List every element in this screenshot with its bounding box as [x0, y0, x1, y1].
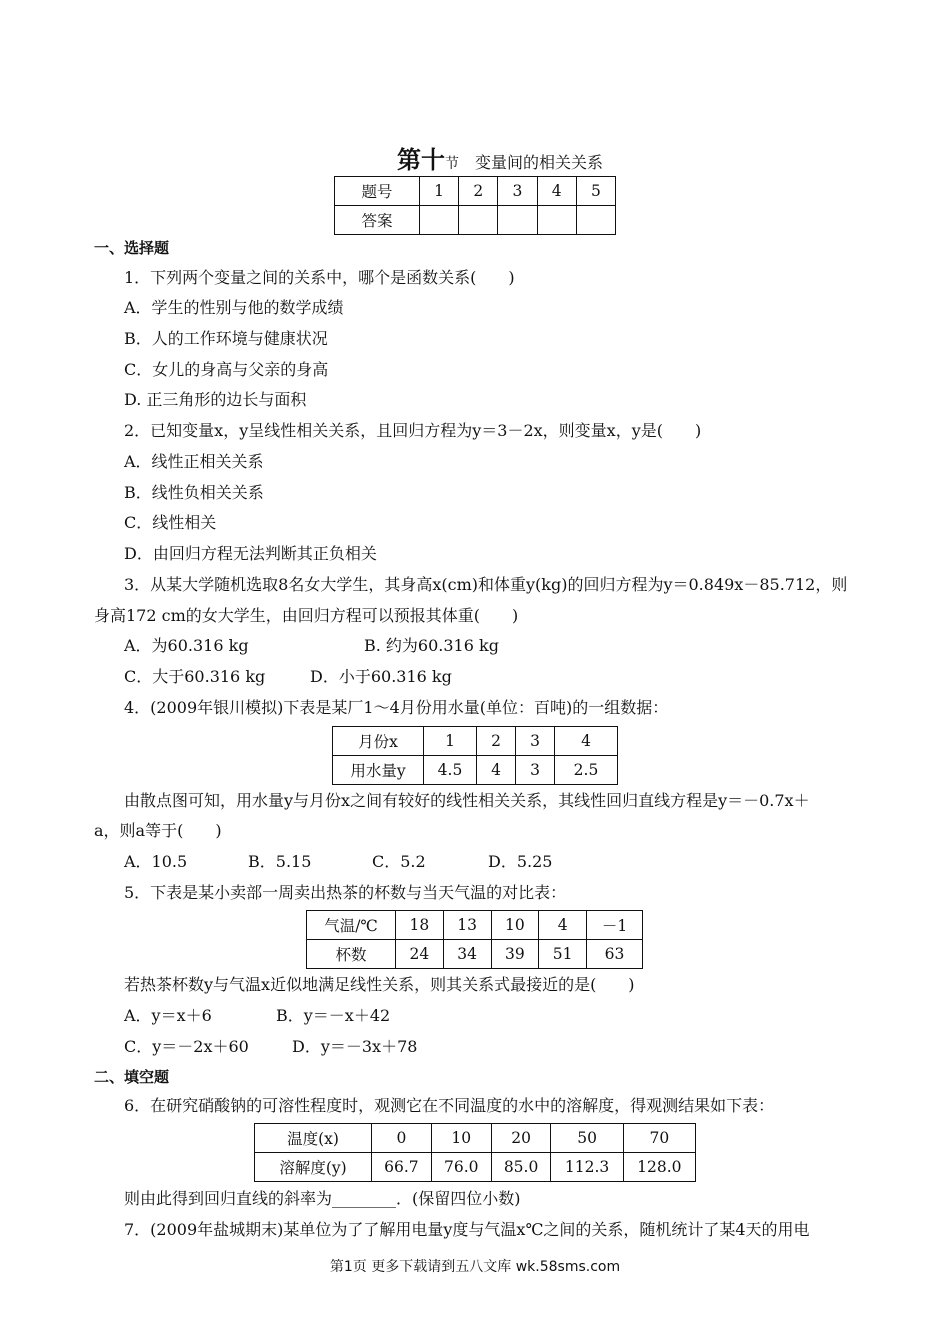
answer-blank[interactable] [537, 206, 576, 235]
q4-option-d: D．5.25 [488, 852, 553, 871]
table-cell: 4.5 [424, 756, 477, 785]
table-cell: 杯数 [307, 940, 396, 969]
q5-options-cd [124, 1037, 417, 1057]
q6-text: 则由此得到回归直线的斜率为________．(保留四位小数) [124, 1189, 521, 1208]
table-cell: 2.5 [555, 756, 618, 785]
q4-options [124, 852, 552, 872]
q6-stem: 6．在研究硝酸钠的可溶性程度时，观测它在不同温度的水中的溶解度，得观测结果如下表： [124, 1096, 775, 1115]
table-cell: 18 [396, 911, 444, 940]
q3-options-ab [124, 636, 499, 656]
page-title [0, 140, 950, 175]
table-cell: 4 [477, 756, 516, 785]
q4-stem: 4．(2009年银川模拟)下表是某厂1～4月份用水量(单位：百吨)的一组数据： [124, 698, 669, 717]
table-cell: 128.0 [623, 1153, 695, 1182]
q4-option-b: B．5.15 [248, 852, 312, 871]
q2-option-a: A．线性正相关关系 [124, 452, 264, 471]
q5-option-d: D．y＝－3x＋78 [292, 1037, 418, 1056]
q6-table [254, 1123, 696, 1182]
q4-option-a: A．10.5 [124, 852, 188, 871]
table-cell: 34 [443, 940, 491, 969]
table-cell: 用水量y [333, 756, 424, 785]
table-cell: 4 [539, 911, 587, 940]
answer-blank[interactable] [576, 206, 615, 235]
table-cell: 51 [539, 940, 587, 969]
q5-option-c: C．y＝－2x＋60 [124, 1037, 249, 1056]
table-cell: 温度(x) [255, 1124, 372, 1153]
table-cell: 4 [537, 177, 576, 206]
q3-options-cd [124, 667, 452, 687]
q4-text-line2: a，则a等于( ) [94, 821, 222, 840]
table-cell: 10 [431, 1124, 491, 1153]
page-footer: 第1页 更多下载请到五八文库 wk.58sms.com [329, 1259, 621, 1275]
table-cell: 4 [555, 727, 618, 756]
title-rest: 变量间的相关关系 [474, 153, 603, 172]
table-cell: 63 [587, 940, 643, 969]
q3-stem-line2: 身高172 cm的女大学生，由回归方程可以预报其体重( ) [94, 606, 519, 625]
table-cell: －1 [587, 911, 643, 940]
table-cell: 76.0 [431, 1153, 491, 1182]
table-cell: 10 [491, 911, 539, 940]
table-cell: 85.0 [491, 1153, 551, 1182]
q5-options-ab [124, 1006, 390, 1026]
q3-option-b: B. 约为60.316 kg [364, 636, 499, 655]
table-cell: 1 [420, 177, 459, 206]
answer-blank[interactable] [459, 206, 498, 235]
q2-option-d: D．由回归方程无法判断其正负相关 [124, 544, 377, 563]
table-cell: 3 [516, 727, 555, 756]
table-cell: 0 [372, 1124, 432, 1153]
table-cell: 题号 [335, 177, 420, 206]
table-cell: 13 [443, 911, 491, 940]
table-cell: 66.7 [372, 1153, 432, 1182]
table-cell: 24 [396, 940, 444, 969]
section-heading: 二、填空题 [94, 1068, 170, 1086]
q5-option-b: B．y＝－x＋42 [276, 1006, 391, 1025]
q3-option-c: C．大于60.316 kg [124, 667, 266, 686]
q3-option-a: A．为60.316 kg [124, 636, 249, 655]
q4-text-line1: 由散点图可知，用水量y与月份x之间有较好的线性相关关系，其线性回归直线方程是y＝－0.7x＋ [124, 791, 810, 810]
q2-stem: 2．已知变量x，y呈线性相关关系，且回归方程为y＝3－2x，则变量x，y是( ) [124, 421, 702, 440]
answer-table [334, 176, 616, 235]
table-cell: 5 [576, 177, 615, 206]
q2-option-c: C．线性相关 [124, 513, 217, 532]
q5-stem: 5．下表是某小卖部一周卖出热茶的杯数与当天气温的对比表： [124, 883, 567, 902]
table-cell: 3 [498, 177, 537, 206]
answer-blank[interactable] [498, 206, 537, 235]
table-cell: 39 [491, 940, 539, 969]
q1-option-d: D. 正三角形的边长与面积 [124, 390, 307, 409]
q3-option-d: D．小于60.316 kg [310, 667, 452, 686]
q1-stem: 1．下列两个变量之间的关系中，哪个是函数关系( ) [124, 268, 515, 287]
table-cell: 70 [623, 1124, 695, 1153]
table-cell: 112.3 [551, 1153, 623, 1182]
table-cell: 50 [551, 1124, 623, 1153]
q1-option-a: A．学生的性别与他的数学成绩 [124, 298, 344, 317]
table-cell: 月份x [333, 727, 424, 756]
table-cell: 20 [491, 1124, 551, 1153]
answer-blank[interactable] [420, 206, 459, 235]
section-heading: 一、选择题 [94, 239, 170, 257]
q4-option-c: C．5.2 [372, 852, 426, 871]
q7-stem: 7．(2009年盐城期末)某单位为了了解用电量y度与气温x℃之间的关系，随机统计了某4天的用电 [124, 1220, 810, 1239]
q5-text: 若热茶杯数y与气温x近似地满足线性关系，则其关系式最接近的是( ) [124, 975, 635, 994]
table-cell: 溶解度(y) [255, 1153, 372, 1182]
title-big: 第十 [396, 146, 445, 174]
table-cell: 1 [424, 727, 477, 756]
q5-option-a: A．y＝x＋6 [124, 1006, 212, 1025]
table-cell: 气温/℃ [307, 911, 396, 940]
q1-option-c: C．女儿的身高与父亲的身高 [124, 360, 329, 379]
title-small: 节 [444, 156, 459, 172]
table-cell: 答案 [335, 206, 420, 235]
table-cell: 3 [516, 756, 555, 785]
q4-table [332, 726, 618, 785]
q2-option-b: B．线性负相关关系 [124, 483, 264, 502]
q1-option-b: B．人的工作环境与健康状况 [124, 329, 328, 348]
q3-stem-line1: 3．从某大学随机选取8名女大学生，其身高x(cm)和体重y(kg)的回归方程为y＝0.849x－85.712，则 [124, 575, 848, 594]
table-cell: 2 [477, 727, 516, 756]
table-cell: 2 [459, 177, 498, 206]
q5-table [306, 910, 643, 969]
